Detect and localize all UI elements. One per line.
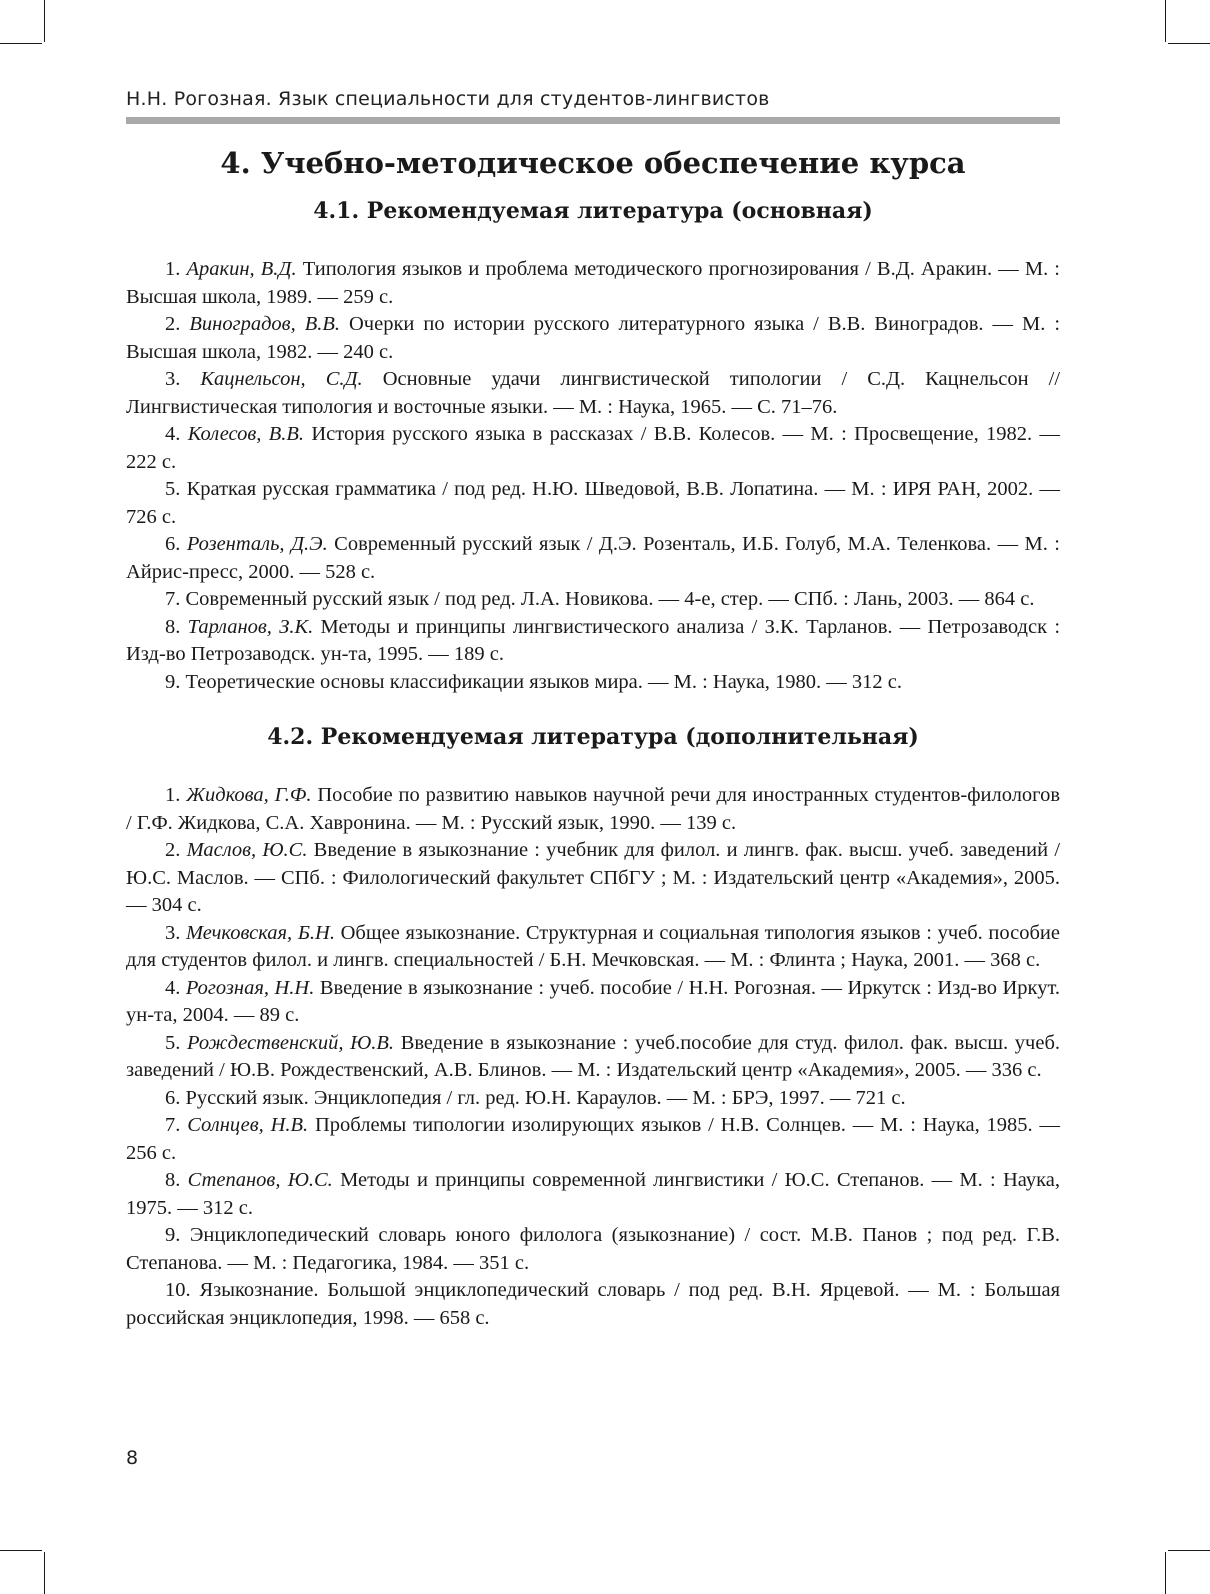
crop-mark bbox=[44, 0, 45, 42]
reference-item: 3. Мечковская, Б.Н. Общее языкознание. Структурная и социальная типология языков : учеб. пособие для студентов филол. и лингв. специальностей / Б.Н. Мечковская. — М. : Флинта ; Наука, 2001. — 368 с. bbox=[126, 921, 1061, 971]
reference-item: 1. Аракин, В.Д. Типология языков и проблема методического прогнозирования / В.Д. Аракин. — М. : Высшая школа, 1989. — 259 с. bbox=[126, 258, 1061, 308]
crop-mark bbox=[1168, 43, 1210, 44]
reference-author: Розенталь, Д.Э. bbox=[186, 533, 328, 555]
reference-author: Колесов, В.В. bbox=[187, 423, 305, 445]
reference-item: 7. Солнцев, Н.В. Проблемы типологии изолирующих языков / Н.В. Солнцев. — М. : Наука, 1985. — 256 с. bbox=[126, 1114, 1061, 1164]
reference-item: 9. Энциклопедический словарь юного филолога (языкознание) / сост. М.В. Панов ; под ред. Г.В. Степанова. — М. : Педагогика, 1984. — 351 с. bbox=[126, 1224, 1060, 1274]
reference-item: 3. Кацнельсон, С.Д. Основные удачи лингвистической типологии / С.Д. Кацнельсон // Лингвистическая типология и восточные языки. — М. : Наука, 1965. — С. 71–76. bbox=[126, 368, 1061, 418]
reference-list-additional bbox=[126, 782, 1060, 1332]
reference-item: 4. Рогозная, Н.Н. Введение в языкознание : учеб. пособие / Н.Н. Рогозная. — Иркутск : Изд-во Иркут. ун-та, 2004. — 89 с. bbox=[126, 976, 1061, 1026]
section-title-additional: 4.2. Рекомендуемая литература (дополнительная) bbox=[267, 724, 919, 750]
reference-item: 9. Теоретические основы классификации языков мира. — М. : Наука, 1980. — 312 с. bbox=[165, 670, 903, 693]
page-number: 8 bbox=[126, 1447, 139, 1469]
page-content bbox=[126, 140, 1060, 1332]
reference-item: 4. Колесов, В.В. История русского языка в рассказах / В.В. Колесов. — М. : Просвещение, 1982. — 222 с. bbox=[126, 423, 1061, 473]
crop-mark bbox=[44, 1552, 45, 1594]
reference-author: Тарланов, З.К. bbox=[187, 615, 314, 638]
reference-author: Солнцев, Н.В. bbox=[187, 1114, 309, 1136]
reference-item: 7. Современный русский язык / под ред. Л.А. Новикова. — 4-е, стер. — СПб. : Лань, 2003. — 864 с. bbox=[165, 588, 1035, 610]
reference-author: Маслов, Ю.С. bbox=[186, 839, 308, 861]
running-head: Н.Н. Рогозная. Язык специальности для студентов-лингвистов bbox=[126, 88, 770, 110]
reference-item: 5. Краткая русская грамматика / под ред. Н.Ю. Шведовой, В.В. Лопатина. — М. : ИРЯ РАН, 2002. — 726 с. bbox=[126, 478, 1061, 528]
reference-item: 1. Жидкова, Г.Ф. Пособие по развитию навыков научной речи для иностранных студентов-филологов / Г.Ф. Жидкова, С.А. Хавронина. — М. : Русский язык, 1990. — 139 с. bbox=[126, 784, 1061, 834]
reference-item: 8. Тарланов, З.К. Методы и принципы лингвистического анализа / З.К. Тарланов. — Петрозаводск : Изд-во Петрозаводск. ун-та, 1995. — 189 с. bbox=[126, 615, 1061, 665]
reference-author: Виноградов, В.В. bbox=[189, 313, 340, 335]
reference-item: 8. Степанов, Ю.С. Методы и принципы современной лингвистики / Ю.С. Степанов. — М. : Наука, 1975. — 312 с. bbox=[126, 1169, 1060, 1219]
reference-author: Мечковская, Б.Н. bbox=[186, 921, 335, 944]
crop-mark bbox=[0, 43, 42, 44]
reference-author: Аракин, В.Д. bbox=[186, 258, 297, 280]
chapter-title: 4. Учебно-методическое обеспечение курса bbox=[220, 146, 966, 180]
reference-item: 6. Русский язык. Энциклопедия / гл. ред. Ю.Н. Караулов. — М. : БРЭ, 1997. — 721 с. bbox=[165, 1086, 906, 1109]
reference-list-main bbox=[126, 256, 1060, 696]
reference-author: Рогозная, Н.Н. bbox=[185, 976, 315, 999]
reference-author: Степанов, Ю.С. bbox=[187, 1169, 333, 1191]
reference-item: 6. Розенталь, Д.Э. Современный русский язык / Д.Э. Розенталь, И.Б. Голуб, М.А. Теленкова. — М. : Айрис-пресс, 2000. — 528 с. bbox=[126, 533, 1061, 583]
reference-author: Рождественский, Ю.В. bbox=[187, 1031, 395, 1054]
reference-item: 2. Маслов, Ю.С. Введение в языкознание : учебник для филол. и лингв. фак. высш. учеб. заведений / Ю.С. Маслов. — СПб. : Филологический факультет СПбГУ ; М. : Издательский центр «Академия», 2005. — 304 с. bbox=[126, 839, 1061, 916]
reference-author: Жидкова, Г.Ф. bbox=[186, 784, 312, 806]
crop-mark bbox=[1165, 0, 1166, 42]
crop-mark bbox=[0, 1550, 42, 1551]
reference-item: 5. Рождественский, Ю.В. Введение в языкознание : учеб.пособие для студ. филол. фак. высш. учеб. заведений / Ю.В. Рождественский, А.В. Блинов. — М. : Издательский центр «Академия», 2005. — 336 с. bbox=[126, 1031, 1061, 1081]
crop-mark bbox=[1168, 1550, 1210, 1551]
header-rule bbox=[126, 117, 1060, 124]
reference-author: Кацнельсон, С.Д. bbox=[200, 368, 363, 390]
crop-mark bbox=[1165, 1552, 1166, 1594]
section-title-main: 4.1. Рекомендуемая литература (основная) bbox=[313, 198, 873, 224]
reference-item: 10. Языкознание. Большой энциклопедический словарь / под ред. В.Н. Ярцевой. — М. : Большая российская энциклопедия, 1998. — 658 с. bbox=[126, 1279, 1061, 1329]
reference-item: 2. Виноградов, В.В. Очерки по истории русского литературного языка / В.В. Виноградов. — М. : Высшая школа, 1982. — 240 с. bbox=[126, 313, 1061, 363]
